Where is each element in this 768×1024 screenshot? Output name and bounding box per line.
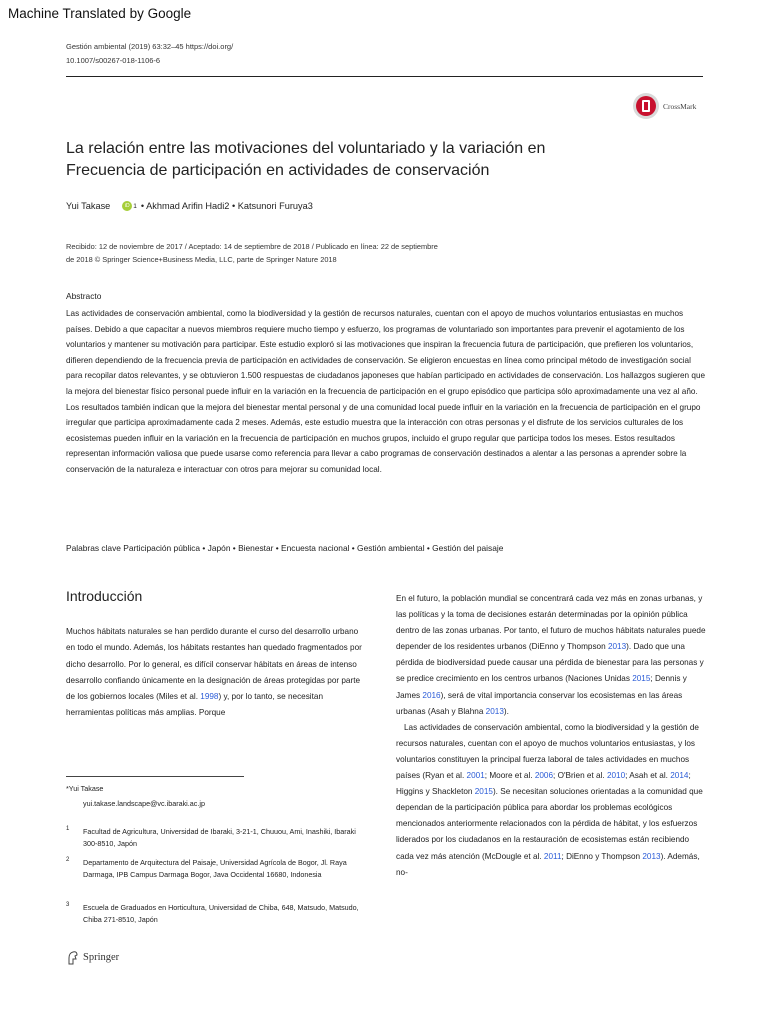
corresponding-email[interactable]: yui.takase.landscape@vc.ibaraki.ac.jp (83, 799, 205, 808)
intro-right-paragraph-1 (396, 591, 708, 720)
abstract-heading: Abstracto (66, 291, 102, 301)
intro-text-run: Las actividades de conservación ambiental, como la biodiversidad y la gestión de recursos naturales, cuentan con el apoyo de muchos voluntarios entusiastas, y los voluntarios constituyen la principal fuerza laboral de tales actividades en muchos países (Ryan et al. (396, 722, 699, 781)
citation-link[interactable]: 2013 (485, 706, 504, 716)
citation-link[interactable]: 2013 (607, 642, 627, 652)
citation-link[interactable]: 2006 (534, 771, 554, 781)
publisher-name: Springer (83, 952, 120, 963)
intro-text-run: ; Moore et al. (484, 771, 535, 781)
intro-text-run: En el futuro, la población mundial se concentrará cada vez más en zonas urbanas, y las políticas y la toma de decisiones estarán determinadas por la opinión pública dentro de las zonas urbanas. Por tanto, el futuro de muchos hábitats naturales puede depender de los residentes urbanos (DiEnno y Thompson (396, 594, 706, 652)
crossmark-label: CrossMark (663, 101, 697, 111)
publisher-logo (66, 950, 119, 965)
section-heading-introduction: Introducción (66, 588, 143, 604)
intro-text-run: ). Además, no- (396, 851, 700, 877)
intro-left-text-b: ) y, por lo tanto, se necesitan herramientas políticas más amplias. Porque (66, 692, 324, 718)
header-rule (66, 76, 703, 77)
affiliation-1 (66, 826, 366, 849)
crossmark-badge[interactable] (632, 92, 696, 120)
orcid-icon[interactable]: iD (122, 201, 132, 211)
affiliation-number: 1 (66, 826, 70, 832)
intro-text-run: ; Higgins y Shackleton (396, 771, 691, 797)
citation-link[interactable]: 2013 (642, 851, 661, 861)
citation-link[interactable]: 1998 (200, 692, 219, 702)
intro-text-run: ). Se necesitan soluciones orientadas a la comunidad que dependan de la participación pública para abordar los problemas ecológicos mencionados anteriormente relacionados con la pérdida de hábitat, y los esfuerzos liderados por los ciudadanos en la restauración de ecosistemas están recibiendo cada vez más atención (McDougle et al. (396, 787, 703, 861)
intro-text-run: ; Dennis y James (396, 674, 687, 700)
citation-link[interactable]: 2001 (466, 771, 485, 781)
publication-dates (66, 241, 702, 266)
affiliation-text: Facultad de Agricultura, Universidad de Ibaraki, 3-21-1, Chuuou, Ami, Inashiki, Ibaraki 300-8510, Japón (83, 827, 356, 848)
corresponding-author: *Yui Takase (66, 784, 104, 793)
citation-link[interactable]: 2010 (606, 771, 626, 781)
affiliation-text: Escuela de Graduados en Horticultura, Universidad de Chiba, 648, Matsudo, Matsudo, Chiba 271-8510, Japón (83, 903, 359, 924)
springer-horse-icon (66, 950, 79, 965)
intro-text-run: ). (503, 706, 509, 716)
citation-link[interactable]: 2015 (632, 674, 651, 684)
translation-banner: Machine Translated by Google (8, 6, 192, 21)
author-affiliation-mark: 1 (133, 202, 137, 210)
intro-text-run: ; DiEnno y Thompson (561, 851, 643, 861)
intro-left-column (66, 624, 362, 722)
intro-text-run: ; O'Brien et al. (553, 771, 607, 781)
citation-link[interactable]: 2014 (670, 771, 689, 781)
intro-right-column (396, 591, 708, 881)
affiliation-number: 2 (66, 857, 70, 863)
abstract-body: Las actividades de conservación ambiental, como la biodiversidad y la gestión de recursos naturales, cuentan con el apoyo de muchos voluntarios entusiastas en muchos países. Debido a que capacitar a nuevos miembros requiere mucho tiempo y esfuerzo, los programas de voluntariado son importantes para prevenir el agotamiento de los voluntarios y mantener su motivación para participar. Este estudio exploró si las motivaciones que inspiran la frecuencia futura de participación, que prefieren los voluntarios, difieren dependiendo de la frecuencia previa de participación en actividades de conservación. Se eligieron encuestas en línea como principal método de investigación social para recopilar datos relevantes, y se obtuvieron 1.500 respuestas de ciudadanos japoneses que habían participado en actividades de conservación. Los hallazgos sugieren que la mejora del bienestar físico personal puede influir en la variación en la frecuencia de participación en el grupo episódico que participa sólo aproximadamente una vez al año. Los resultados también indican que la mejora del bienestar mental personal y de una comunidad local puede influir en la variación en la frecuencia de participación en el grupo irregular que participa aproximadamente cada 2 meses. Además, este estudio muestra que la interacción con otras personas y el disfrute de los servicios culturales de los ecosistemas pueden influir en la variación en la frecuencia de participación en muchos grupos, incluido el grupo regular que participa todos los meses. Estos resultados representan información valiosa que puede usarse como referencia para llevar a cabo programas de conservación destinados a alentar a las personas a aprender sobre la conservación de la naturaleza e interactuar con otros para mejorar su comunidad local. (66, 309, 706, 474)
doi-line[interactable]: 10.1007/s00267-018-1106-6 (66, 56, 161, 65)
intro-right-paragraph-2 (396, 720, 708, 881)
intro-text-run: ; Asah et al. (625, 771, 671, 781)
keywords: Palabras clave Participación pública • Japón • Bienestar • Encuesta nacional • Gestión ambiental • Gestión del paisaje (66, 543, 504, 553)
intro-left-text-a: Muchos hábitats naturales se han perdido durante el curso del desarrollo urbano en todo el mundo. Además, los hábitats restantes han quedado fragmentados por dicho desarrollo. Por lo general, es difícil conservar hábitats en áreas de intenso desarrollo confiando únicamente en la designación de áreas protegidas por parte de los gobiernos locales (Miles et al. (66, 627, 362, 702)
first-author: Yui Takase (66, 201, 111, 211)
intro-text-run: ), será de vital importancia conservar los ecosistemas en las áreas urbanas (Asah y Blahna (396, 690, 683, 716)
intro-text-run: ). Dado que una pérdida de biodiversidad puede causar una pérdida de bienestar para las personas y se predice crecimiento en los centros urbanos (Naciones Unidas (396, 642, 704, 684)
citation-link[interactable]: 2011 (543, 851, 562, 861)
paper-title (66, 138, 666, 182)
affiliation-number: 3 (66, 902, 70, 908)
affiliation-3 (66, 902, 366, 925)
citation-link[interactable]: 2016 (422, 690, 441, 700)
affiliation-2 (66, 857, 366, 880)
citation-link[interactable]: 2015 (474, 787, 493, 797)
paper-title-line-1: La relación entre las motivaciones del voluntariado y la variación en (66, 140, 546, 157)
affiliation-text: Departamento de Arquitectura del Paisaje, Universidad Agrícola de Bogor, Jl. Raya Darmaga, IPB Campus Darmaga Bogor, Java Occidental 16680, Indonesia (83, 858, 347, 879)
dates-line-2: de 2018 © Springer Science+Business Media, LLC, parte de Springer Nature 2018 (66, 254, 337, 264)
author-list (66, 201, 313, 211)
dates-line-1: Recibido: 12 de noviembre de 2017 / Aceptado: 14 de septiembre de 2018 / Publicado en línea: 22 de septiembre (66, 242, 438, 251)
crossmark-icon (632, 92, 660, 120)
paper-title-line-2: Frecuencia de participación en actividades de conservación (66, 162, 490, 179)
journal-citation: Gestión ambiental (2019) 63:32–45 https://doi.org/ (66, 42, 234, 51)
other-authors: • Akhmad Arifin Hadi2 • Katsunori Furuya3 (140, 201, 313, 211)
footnote-rule (66, 776, 244, 777)
